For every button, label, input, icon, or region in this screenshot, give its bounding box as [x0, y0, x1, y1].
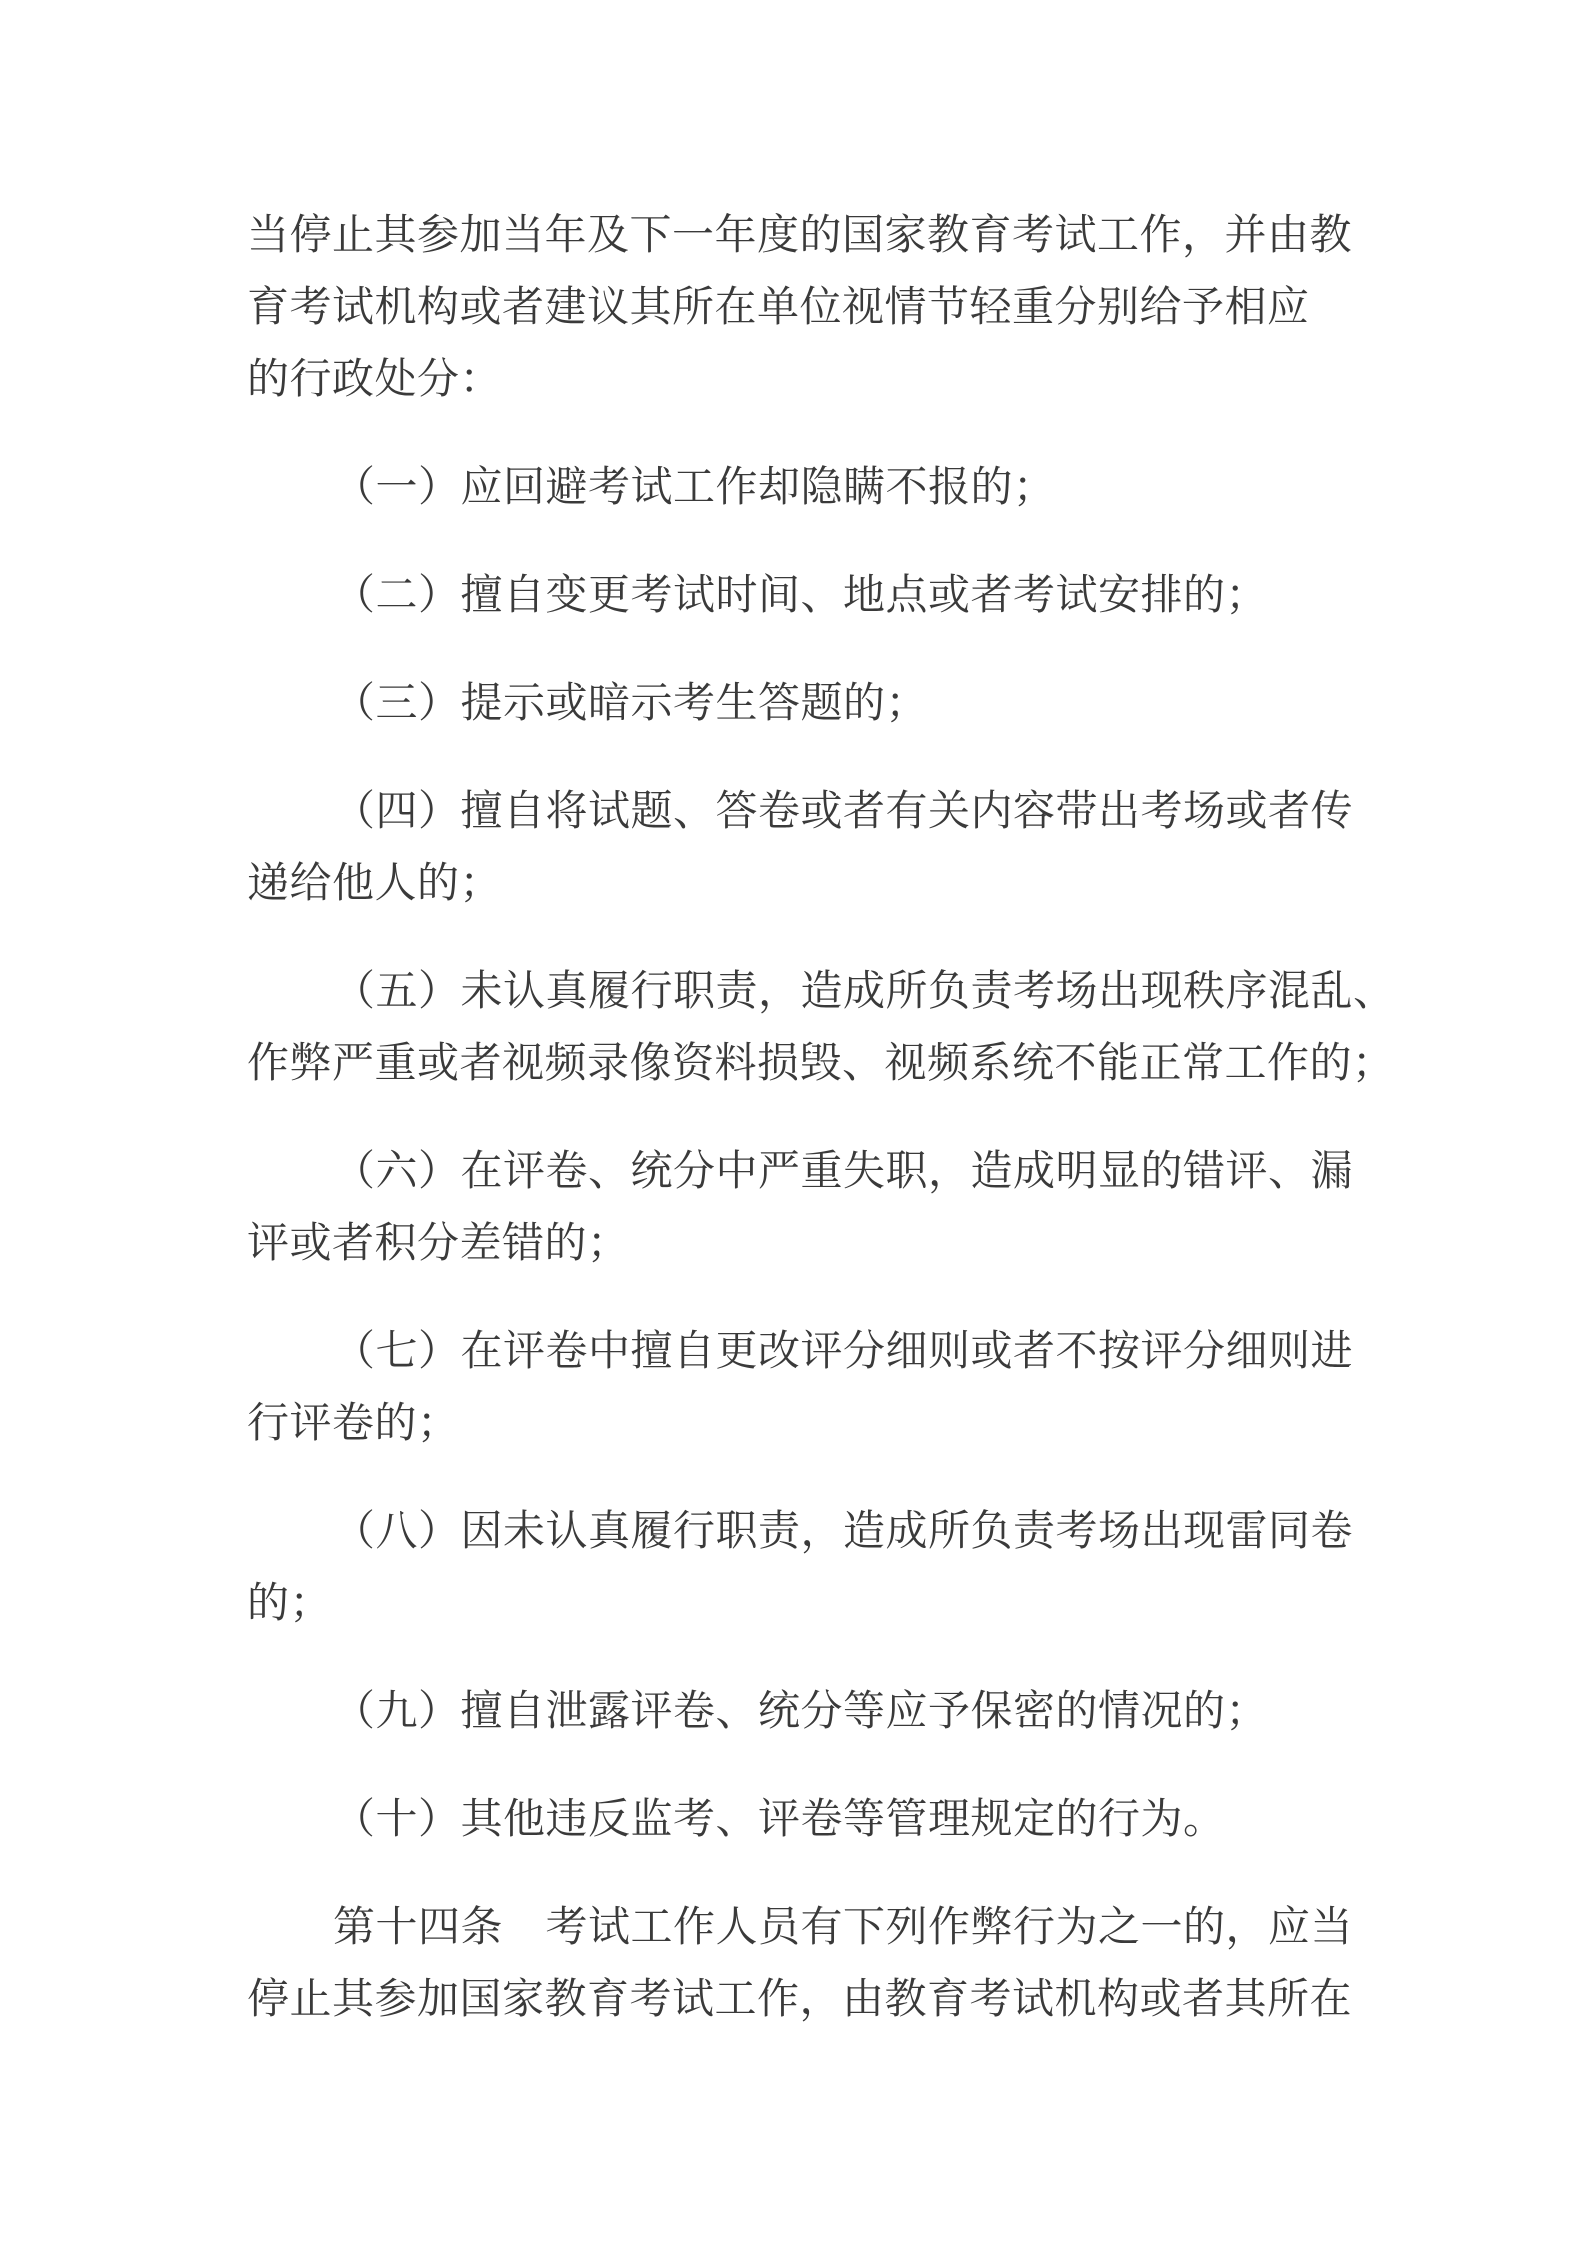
paragraph — [247, 1784, 1427, 1856]
paragraph — [247, 776, 1427, 920]
text-line: （七）在评卷中擅自更改评分细则或者不按评分细则进 — [333, 1329, 1354, 1375]
text-line: （八）因未认真履行职责，造成所负责考场出现雷同卷 — [333, 1509, 1354, 1555]
text-line: （四）擅自将试题、答卷或者有关内容带出考场或者传 — [333, 789, 1354, 835]
text-line: 当停止其参加当年及下一年度的国家教育考试工作，并由教 — [247, 213, 1353, 259]
text-line: （一）应回避考试工作却隐瞒不报的； — [333, 465, 1056, 511]
text-line: （九）擅自泄露评卷、统分等应予保密的情况的； — [333, 1689, 1269, 1735]
paragraph — [247, 560, 1427, 632]
paragraph — [247, 1496, 1427, 1640]
text-line: 评或者积分差错的； — [247, 1221, 630, 1267]
text-line: （十）其他违反监考、评卷等管理规定的行为。 — [333, 1797, 1226, 1843]
paragraph — [247, 1136, 1427, 1280]
paragraph — [247, 668, 1427, 740]
text-line: 停止其参加国家教育考试工作，由教育考试机构或者其所在 — [247, 1977, 1353, 2023]
text-line: （五）未认真履行职责，造成所负责考场出现秩序混乱、 — [333, 969, 1396, 1015]
paragraph — [247, 1316, 1427, 1460]
text-line: （六）在评卷、统分中严重失职，造成明显的错评、漏 — [333, 1149, 1354, 1195]
paragraph — [247, 200, 1427, 416]
text-line: 行评卷的； — [247, 1401, 460, 1447]
text-line: （二）擅自变更考试时间、地点或者考试安排的； — [333, 573, 1269, 619]
paragraph — [247, 1892, 1427, 2036]
document-content — [247, 200, 1427, 2036]
text-line: 第十四条 考试工作人员有下列作弊行为之一的，应当 — [333, 1905, 1354, 1951]
paragraph — [247, 956, 1427, 1100]
text-line: 递给他人的； — [247, 861, 503, 907]
paragraph — [247, 1676, 1427, 1748]
text-line: 的； — [247, 1581, 333, 1627]
text-line: 的行政处分： — [247, 357, 503, 403]
paragraph — [247, 452, 1427, 524]
text-line: 作弊严重或者视频录像资料损毁、视频系统不能正常工作的； — [247, 1041, 1395, 1087]
text-line: 育考试机构或者建议其所在单位视情节轻重分别给予相应 — [247, 285, 1310, 331]
text-line: （三）提示或暗示考生答题的； — [333, 681, 929, 727]
